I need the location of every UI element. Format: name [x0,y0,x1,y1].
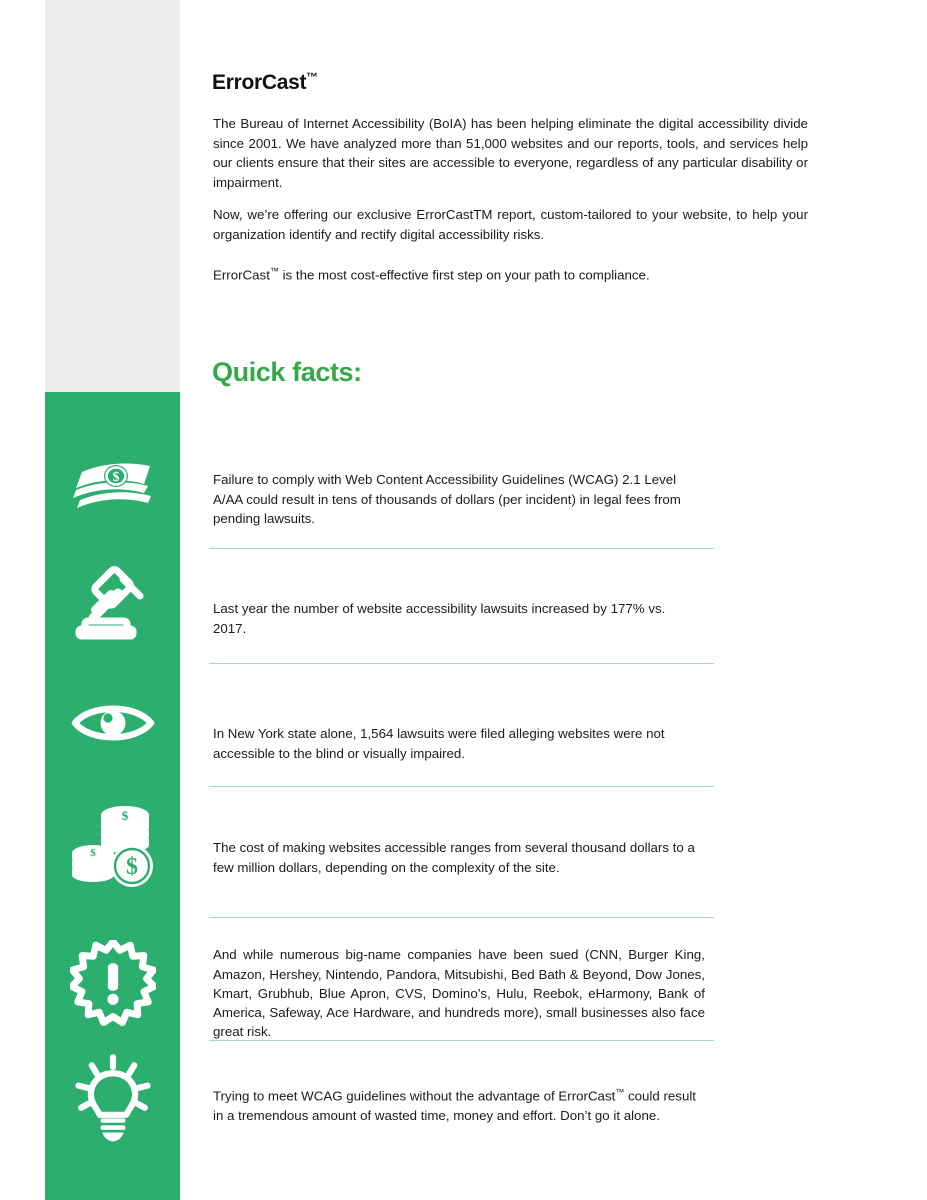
fact-divider [209,786,714,787]
fact-divider [209,917,714,918]
fact-divider [209,548,714,549]
intro-paragraph-2: Now, we’re offering our exclusive ErrorCastTM report, custom-tailored to your website, to help your organization identify and rectify digital accessibility risks. [213,207,808,242]
trademark-symbol: ™ [615,1087,625,1098]
fact-item: Last year the number of website accessibility lawsuits increased by 177% vs. 2017. [213,601,666,636]
fact-item: Failure to comply with Web Content Accessibility Guidelines (WCAG) 2.1 Level A/AA could result in tens of thousands of dollars (per incident) in legal fees from pending lawsuits. [213,472,681,526]
lightbulb-icon [45,1048,180,1148]
intro-paragraph-3-suffix: is the most cost-effective first step on your path to compliance. [278,267,650,283]
fact-text-suffix: could result in a tremendous amount of wasted time, money and effort. Don’t go it alone. [213,1088,696,1123]
fact-divider [209,1040,714,1041]
eye-icon [45,690,180,756]
intro-paragraph-1: The Bureau of Internet Accessibility (BoIA) has been helping eliminate the digital accessibility divide since 2001. We have analyzed more than 51,000 websites and our reports, tools, and services help our clients ensure that their sites are accessible to everyone, regardless of any particular disability or impairment. [213,116,808,190]
quick-facts-heading: Quick facts: [212,357,362,388]
coins-icon [45,798,180,894]
intro-paragraph-3-prefix: ErrorCast [213,267,270,283]
trademark-symbol: ™ [269,266,279,277]
quick-facts-list [209,0,809,1200]
money-bills-icon [45,452,180,524]
trademark-symbol: ™ [306,70,319,85]
svg-text:$: $ [89,847,96,859]
fact-item: The cost of making websites accessible ranges from several thousand dollars to a few million dollars, depending on the complexity of the site. [213,840,695,875]
fact-text-prefix: Trying to meet WCAG guidelines without the advantage of ErrorCast [213,1088,616,1104]
svg-text:$: $ [121,808,128,823]
fact-item [213,1083,705,1125]
fact-item: In New York state alone, 1,564 lawsuits were filed alleging websites were not accessible to the blind or visually impaired. [213,726,665,761]
main-content [209,0,809,1200]
left-gray-band [45,0,180,392]
page-title-text: ErrorCast [212,71,307,95]
svg-text:$: $ [125,854,138,880]
alert-burst-icon [45,935,180,1031]
gavel-icon [45,562,180,642]
fact-divider [209,663,714,664]
fact-item: And while numerous big-name companies have been sued (CNN, Burger King, Amazon, Hershey, Nintendo, Pandora, Mitsubishi, Bed Bath & Beyond, Dow Jones, Kmart, Grubhub, Blue Apron, CVS, Domino’s, Hulu, Reebok, eHarmony, Bank of America, Safeway, Ace Hardware, and hundreds more), small businesses also face great risk. [213,947,705,1040]
svg-text:$: $ [112,470,119,485]
